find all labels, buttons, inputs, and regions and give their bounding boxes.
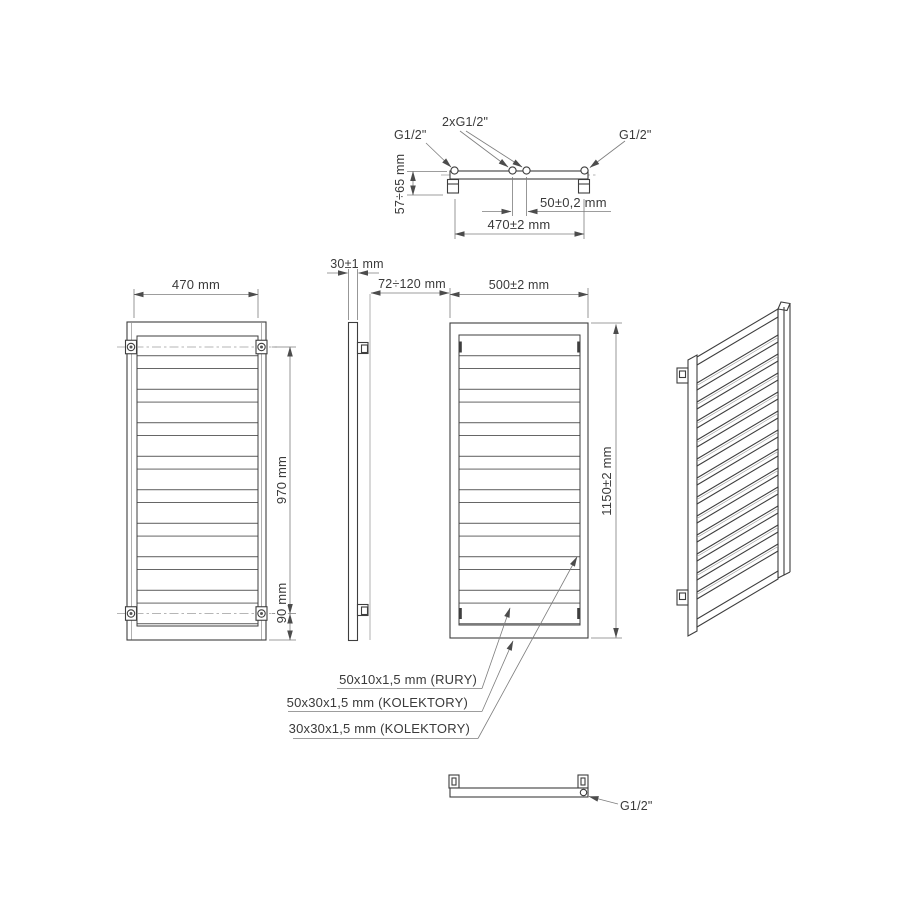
dim-500 — [450, 278, 588, 318]
dim-text: 57÷65 mm — [393, 153, 407, 215]
port-right — [581, 167, 588, 174]
leader-line — [590, 141, 625, 168]
side-bracket-bottom — [358, 605, 369, 616]
dim-text: 1150±2 mm — [599, 446, 614, 516]
dim-text: 970 mm — [274, 455, 289, 505]
top-rail — [697, 309, 778, 365]
dim-57-65 — [393, 154, 447, 215]
mount-bracket — [126, 607, 137, 621]
leader-line — [460, 131, 508, 167]
dim-72-120 — [371, 277, 449, 293]
profile-bar — [349, 323, 358, 641]
bottom-bracket-right — [578, 775, 588, 788]
bracket-mark — [459, 608, 462, 619]
callout-collectors-50: 50x30x1,5 mm (KOLEKTORY) — [286, 695, 468, 710]
thread-label-left: G1/2" — [394, 128, 427, 142]
bottom-view — [449, 775, 653, 813]
dim-970 — [272, 347, 296, 614]
bracket-mark — [577, 608, 580, 619]
leader-line — [589, 797, 618, 805]
bracket-left — [448, 180, 459, 194]
thread-label-mid: 2xG1/2" — [442, 115, 489, 129]
mount-bracket — [256, 607, 267, 621]
bracket-mark — [577, 342, 580, 353]
callout-tubes: 50x10x1,5 mm (RURY) — [339, 672, 477, 687]
dim-text: 500±2 mm — [488, 278, 550, 292]
top-view — [393, 115, 652, 239]
dim-50 — [482, 177, 611, 216]
dim-text: 72÷120 mm — [378, 277, 446, 291]
dim-30 — [327, 257, 384, 320]
mount-bracket — [126, 340, 137, 354]
left-tube — [688, 355, 697, 636]
mount-bracket — [256, 340, 267, 354]
dim-90 — [269, 583, 296, 640]
dim-text: 90 mm — [274, 582, 289, 624]
side-bracket-top — [358, 343, 369, 354]
dim-text: 30±1 mm — [330, 257, 384, 271]
perspective-slats — [697, 335, 778, 599]
drain-port — [580, 789, 586, 795]
top-collector-bar — [450, 171, 588, 179]
port-mid-left — [509, 167, 516, 174]
bottom-bracket-left — [449, 775, 459, 788]
leader-line — [466, 131, 522, 167]
slat-panel — [459, 335, 580, 625]
port-mid-right — [523, 167, 530, 174]
bracket-right — [579, 180, 590, 194]
rear-view — [117, 277, 296, 640]
dim-text: 470 mm — [171, 277, 221, 292]
dim-text: 470±2 mm — [487, 217, 551, 232]
dim-470 — [134, 277, 258, 318]
port-left — [451, 167, 458, 174]
slat-panel — [137, 336, 258, 626]
thread-label-right: G1/2" — [619, 128, 652, 142]
thread-label-bottom: G1/2" — [620, 799, 653, 813]
perspective-view — [677, 302, 790, 636]
side-view — [327, 257, 449, 641]
bottom-rail — [697, 571, 778, 627]
callout-collectors-30: 30x30x1,5 mm (KOLEKTORY) — [288, 721, 470, 736]
dim-1150 — [591, 323, 622, 638]
leader-line — [426, 143, 451, 167]
front-view — [450, 278, 622, 638]
perspective-bracket-bottom — [677, 590, 688, 605]
dim-text: 50±0,2 mm — [540, 195, 607, 210]
bottom-collector-bar — [450, 788, 588, 797]
perspective-bracket-top — [677, 368, 688, 383]
bracket-mark — [459, 342, 462, 353]
